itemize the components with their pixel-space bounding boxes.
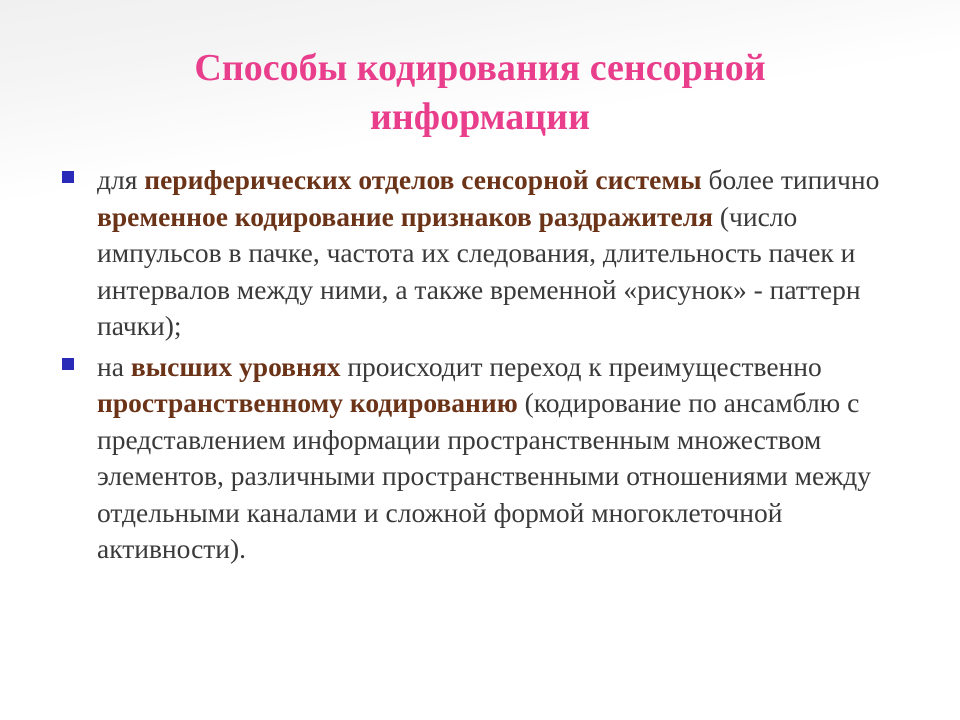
bullet-text: (кодирование по ансамблю с представлением информации пространственным множеством элементов, различными пространственными отношениями между отдельными каналами и сложной формой многоклеточной активности). — [97, 387, 871, 564]
bullet-item-peripheral — [60, 162, 920, 345]
bullet-emphasis: временное кодирование признаков раздражителя — [97, 200, 713, 232]
bullet-text: для — [97, 164, 145, 195]
bullet-list — [60, 162, 920, 572]
square-bullet-icon — [62, 171, 74, 183]
bullet-emphasis: высших уровнях — [130, 350, 341, 382]
bullet-emphasis: периферических отделов сенсорной системы — [144, 164, 702, 195]
bullet-emphasis: пространственному кодированию — [97, 387, 518, 418]
bullet-item-higher-levels — [60, 349, 920, 568]
slide-title — [80, 44, 880, 142]
title-line-2: информации — [370, 96, 590, 138]
bullet-text: происходит переход к преимущественно — [340, 350, 822, 382]
bullet-text: (число импульсов в пачке, частота их следования, длительность пачек и интервалов между ними, а также временной «рисунок» - паттерн пачки); — [97, 200, 861, 341]
bullet-text: на — [97, 350, 131, 382]
bullet-text: более типично — [701, 164, 880, 195]
square-bullet-icon — [62, 358, 74, 370]
title-line-1: Способы кодирования сенсорной — [194, 47, 766, 89]
